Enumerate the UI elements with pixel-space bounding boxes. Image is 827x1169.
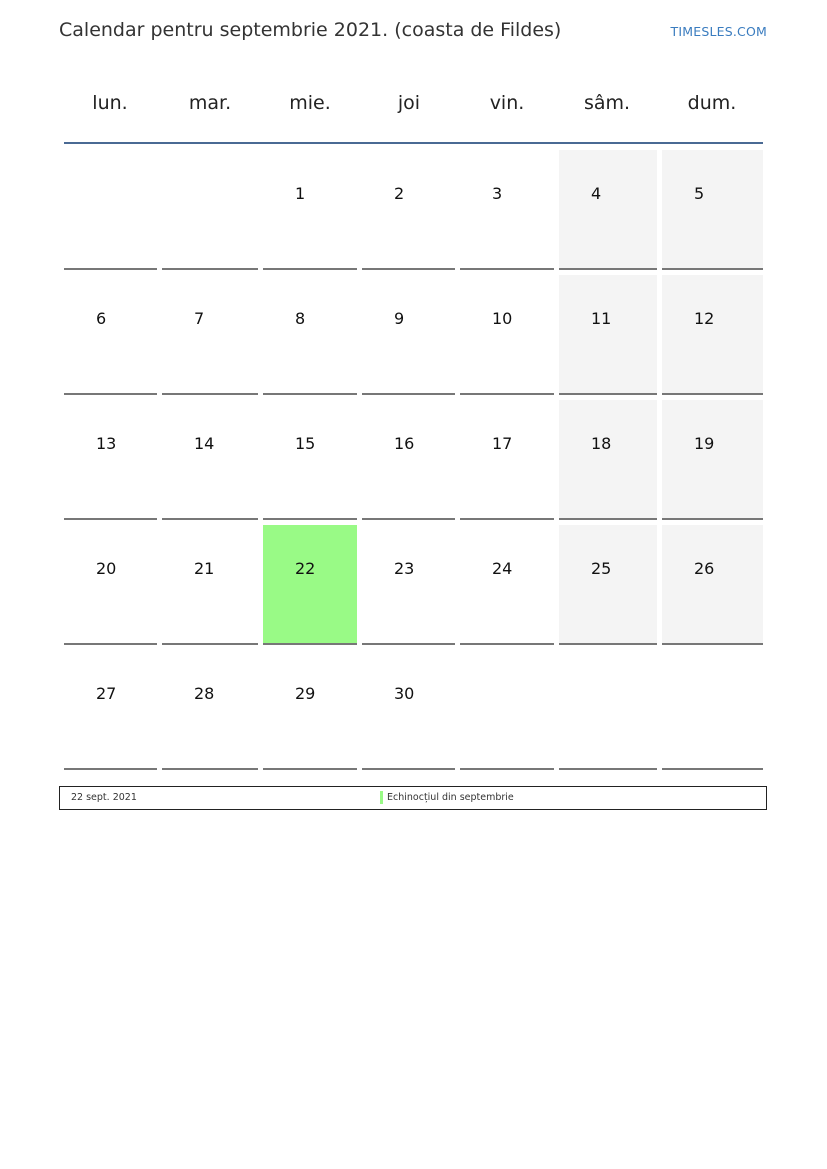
day-cell[interactable] xyxy=(64,400,157,520)
day-cell[interactable] xyxy=(162,275,258,395)
day-cell[interactable] xyxy=(662,150,763,270)
day-cell[interactable] xyxy=(559,525,657,645)
cell-underline xyxy=(460,768,554,770)
cell-underline xyxy=(460,518,554,520)
empty-day-cell xyxy=(559,650,657,770)
cell-underline xyxy=(362,643,455,645)
day-number: 10 xyxy=(492,309,513,328)
cell-underline xyxy=(460,393,554,395)
day-number: 20 xyxy=(96,559,117,578)
day-cell[interactable] xyxy=(559,400,657,520)
day-cell[interactable] xyxy=(263,525,357,645)
cell-underline xyxy=(662,768,763,770)
weekday-header: lun. xyxy=(92,92,128,114)
day-number: 28 xyxy=(194,684,215,703)
day-cell[interactable] xyxy=(64,275,157,395)
cell-underline xyxy=(162,643,258,645)
day-cell[interactable] xyxy=(460,525,554,645)
day-number: 7 xyxy=(194,309,205,328)
day-number: 18 xyxy=(591,434,612,453)
cell-underline xyxy=(559,643,657,645)
cell-underline xyxy=(559,268,657,270)
weekday-header: sâm. xyxy=(583,92,631,114)
day-number: 21 xyxy=(194,559,215,578)
cell-underline xyxy=(662,518,763,520)
day-number: 15 xyxy=(295,434,316,453)
day-cell[interactable] xyxy=(64,650,157,770)
brand-link[interactable]: TIMESLES.COM xyxy=(670,24,767,39)
day-number: 16 xyxy=(394,434,415,453)
day-number: 14 xyxy=(194,434,215,453)
day-number: 25 xyxy=(591,559,612,578)
cell-underline xyxy=(162,393,258,395)
day-number: 12 xyxy=(694,309,715,328)
cell-underline xyxy=(162,518,258,520)
day-number: 22 xyxy=(295,559,316,578)
day-cell[interactable] xyxy=(362,525,455,645)
day-cell[interactable] xyxy=(662,275,763,395)
cell-underline xyxy=(460,268,554,270)
cell-underline xyxy=(559,768,657,770)
cell-underline xyxy=(64,268,157,270)
cell-underline xyxy=(362,768,455,770)
cell-underline xyxy=(263,393,357,395)
day-cell[interactable] xyxy=(162,525,258,645)
cell-underline xyxy=(263,268,357,270)
day-cell[interactable] xyxy=(362,275,455,395)
day-number: 6 xyxy=(96,309,107,328)
day-number: 9 xyxy=(394,309,405,328)
header-divider xyxy=(64,142,763,144)
day-cell[interactable] xyxy=(362,650,455,770)
day-cell[interactable] xyxy=(460,400,554,520)
day-cell[interactable] xyxy=(662,525,763,645)
cell-underline xyxy=(263,518,357,520)
day-number: 4 xyxy=(591,184,602,203)
day-cell[interactable] xyxy=(460,150,554,270)
cell-underline xyxy=(362,518,455,520)
weekday-header: mar. xyxy=(188,92,232,114)
day-cell[interactable] xyxy=(162,400,258,520)
empty-day-cell xyxy=(662,650,763,770)
day-number: 27 xyxy=(96,684,117,703)
day-number: 19 xyxy=(694,434,715,453)
day-cell[interactable] xyxy=(362,150,455,270)
weekday-header: joi xyxy=(397,92,421,114)
legend-date: 22 sept. 2021 xyxy=(71,792,137,803)
day-number: 3 xyxy=(492,184,503,203)
day-cell[interactable] xyxy=(362,400,455,520)
day-cell[interactable] xyxy=(64,525,157,645)
day-number: 2 xyxy=(394,184,405,203)
cell-underline xyxy=(64,768,157,770)
legend-color-swatch xyxy=(380,791,383,804)
cell-underline xyxy=(662,268,763,270)
cell-underline xyxy=(64,643,157,645)
day-cell[interactable] xyxy=(263,650,357,770)
cell-underline xyxy=(662,643,763,645)
cell-underline xyxy=(460,643,554,645)
day-number: 11 xyxy=(591,309,612,328)
day-cell[interactable] xyxy=(662,400,763,520)
cell-underline xyxy=(559,518,657,520)
page-title: Calendar pentru septembrie 2021. (coasta de Fildes) xyxy=(59,19,562,41)
day-number: 30 xyxy=(394,684,415,703)
day-number: 23 xyxy=(394,559,415,578)
cell-underline xyxy=(263,768,357,770)
empty-day-cell xyxy=(162,150,258,270)
cell-underline xyxy=(559,393,657,395)
day-cell[interactable] xyxy=(263,400,357,520)
day-number: 29 xyxy=(295,684,316,703)
cell-underline xyxy=(263,643,357,645)
cell-underline xyxy=(662,393,763,395)
weekday-header: dum. xyxy=(687,92,737,114)
day-number: 24 xyxy=(492,559,513,578)
cell-underline xyxy=(362,393,455,395)
day-number: 8 xyxy=(295,309,306,328)
empty-day-cell xyxy=(460,650,554,770)
weekday-header: mie. xyxy=(289,92,331,114)
day-cell[interactable] xyxy=(263,275,357,395)
day-number: 1 xyxy=(295,184,306,203)
holiday-legend xyxy=(59,786,767,810)
day-cell[interactable] xyxy=(559,150,657,270)
day-number: 17 xyxy=(492,434,513,453)
cell-underline xyxy=(362,268,455,270)
legend-holiday-name: Echinocțiul din septembrie xyxy=(387,792,514,803)
weekday-header: vin. xyxy=(489,92,525,114)
empty-day-cell xyxy=(64,150,157,270)
day-cell[interactable] xyxy=(162,650,258,770)
day-number: 26 xyxy=(694,559,715,578)
cell-underline xyxy=(64,518,157,520)
cell-underline xyxy=(162,768,258,770)
day-number: 13 xyxy=(96,434,117,453)
cell-underline xyxy=(162,268,258,270)
day-cell[interactable] xyxy=(460,275,554,395)
cell-underline xyxy=(64,393,157,395)
day-cell[interactable] xyxy=(559,275,657,395)
day-cell[interactable] xyxy=(263,150,357,270)
day-number: 5 xyxy=(694,184,705,203)
